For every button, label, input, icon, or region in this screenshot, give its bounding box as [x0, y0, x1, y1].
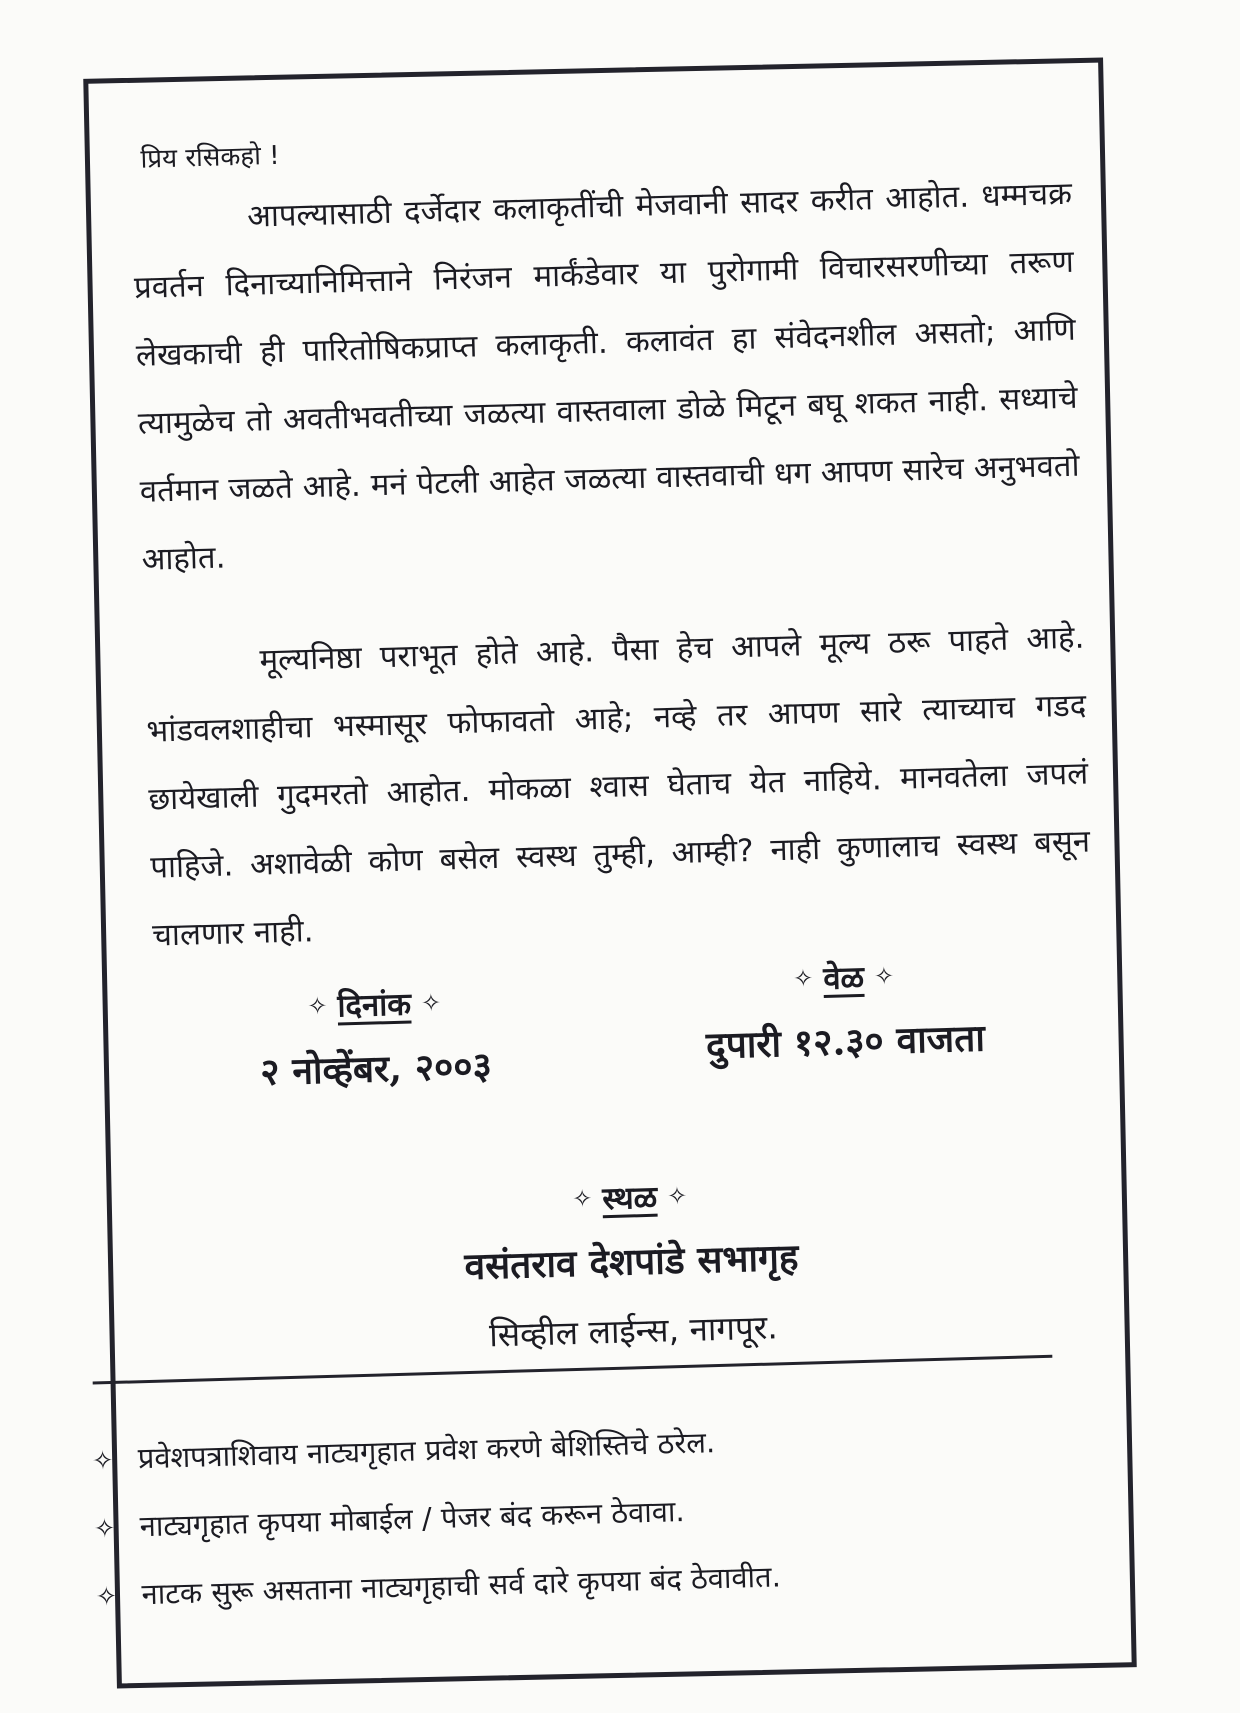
- event-details: [154, 959, 1099, 1169]
- diamond-bullet-icon: ✧: [93, 1513, 116, 1545]
- venue-name: वसंतराव देशपांडे सभागृह: [463, 1234, 800, 1289]
- diamond-icon: ✧: [306, 991, 328, 1021]
- note-text: नाट्यगृहात कृपया मोबाईल / पेजर बंद करून ठेवावा.: [139, 1494, 686, 1544]
- notes-list: [91, 1415, 1056, 1646]
- second-paragraph-text: मूल्यनिष्ठा पराभूत होते आहे. पैसा हेच आपले मूल्य ठरू पाहते आहे. भांडवलशाहीचा भस्मासूर फोफावतो आहे; नव्हे तर आपण सारे त्याच्याच गडद छायेखाली गुदमरतो आहोत. मोकळा श्वास घेताच येत नाहिये. मानवतेला जपलं पाहिजे. अशावेळी कोण बसेल स्वस्थ तुम्ही, आम्ही? नाही कुणालाच स्वस्थ बसून चालणार नाही.: [146, 619, 1091, 954]
- diamond-bullet-icon: ✧: [95, 1581, 118, 1613]
- diamond-bullet-icon: ✧: [91, 1445, 115, 1477]
- date-label: दिनांक: [336, 986, 412, 1025]
- list-item: [95, 1551, 1056, 1616]
- second-paragraph: [144, 604, 1093, 970]
- diamond-icon: ✧: [792, 964, 814, 993]
- diamond-icon: ✧: [666, 1181, 688, 1211]
- intro-paragraph-text: आपल्यासाठी दर्जेदार कलाकृतींची मेजवानी सादर करीत आहोत. धम्मचक्र प्रवर्तन दिनाच्यानिमित्ताने निरंजन मार्कंडेवार या पुरोगामी विचारसरणीच्या तरूण लेखकाची ही पारितोषिकप्राप्त कलाकृती. कलावंत हा संवेदनशील असतो; आणि त्यामुळेच तो अवतीभवतीच्या जळत्या वास्तवाला डोळे मिटून बघू शकत नाही. सध्याचे वर्तमान जळते आहे. मनं पेटली आहेत जळत्या वास्तवाची धग आपण सारेच अनुभवतो आहोत.: [133, 175, 1080, 578]
- note-text: प्रवेशपत्राशिवाय नाट्यगृहात प्रवेश करणे बेशिस्तिचे ठरेल.: [137, 1425, 716, 1476]
- salutation: प्रिय रसिकहो !: [140, 140, 280, 175]
- intro-paragraph: [131, 160, 1082, 594]
- venue-address: सिव्हील लाईन्स, नागपूर.: [488, 1307, 779, 1355]
- diamond-icon: ✧: [873, 961, 895, 991]
- time-block: [653, 951, 1036, 1071]
- diamond-icon: ✧: [571, 1184, 593, 1214]
- date-value: २ नोव्हेंबर, २००३: [259, 1043, 493, 1094]
- date-block: [184, 978, 567, 1098]
- note-text: नाटक सुरू असताना नाट्यगृहाची सर्व दारे कृपया बंद ठेवावीत.: [141, 1559, 782, 1612]
- time-value: दुपारी १२.३० वाजता: [705, 1015, 986, 1068]
- list-item: [93, 1483, 1054, 1548]
- diamond-icon: ✧: [420, 988, 442, 1018]
- flyer-content: [91, 114, 1093, 1613]
- venue-block: [159, 1163, 1104, 1365]
- venue-label: स्थळ: [601, 1179, 658, 1218]
- time-label: वेळ: [822, 959, 865, 997]
